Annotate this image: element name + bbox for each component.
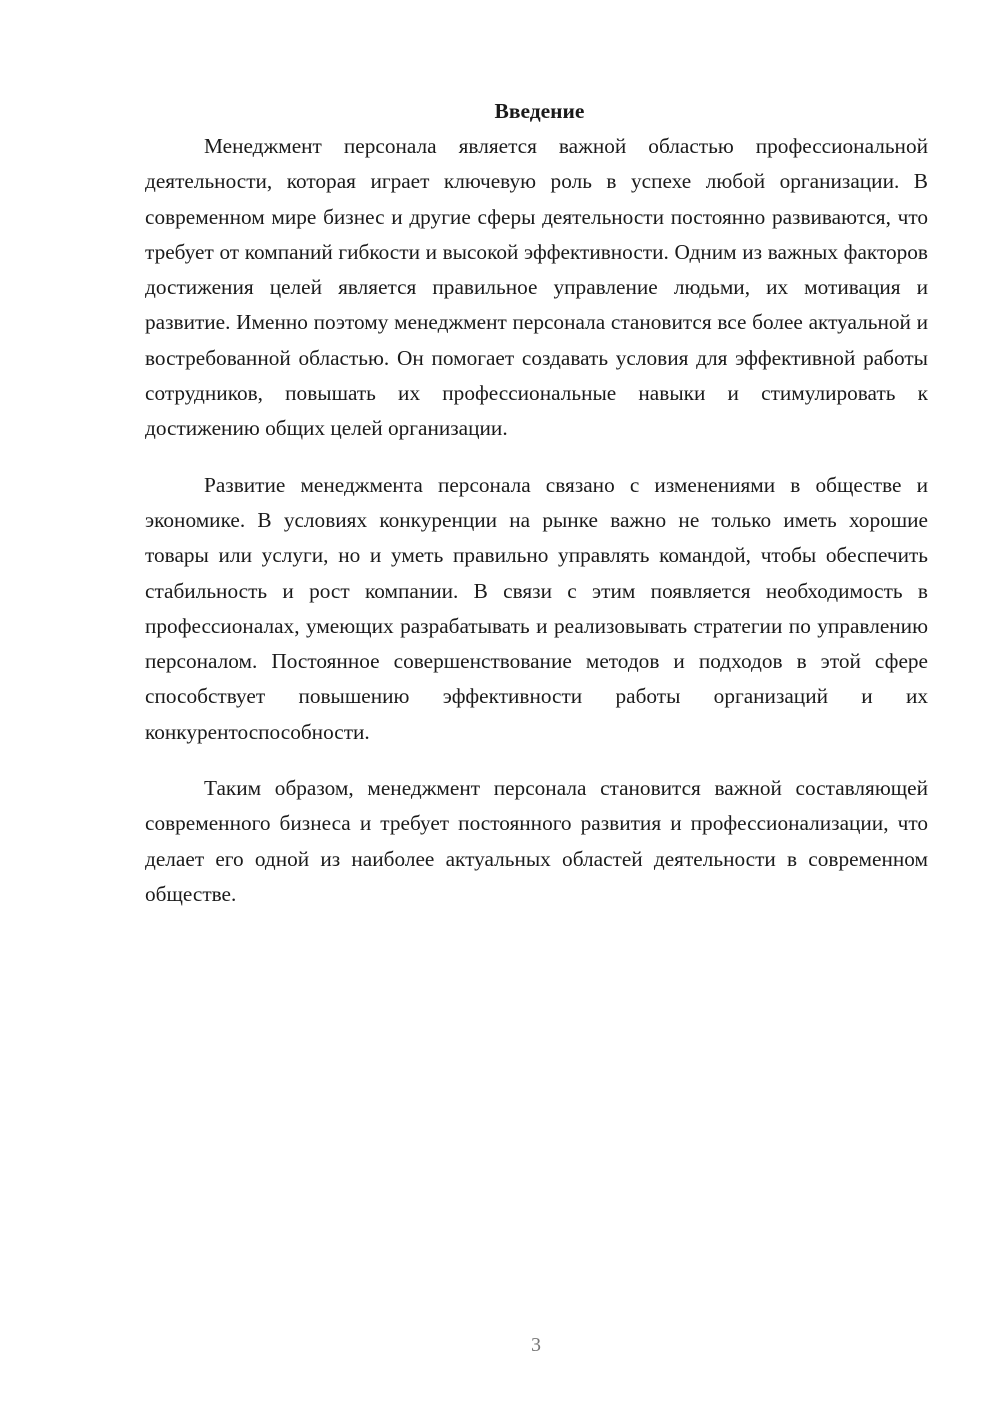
paragraph-1: Менеджмент персонала является важной областью профессиональной деятельности, которая играет ключевую роль в успехе любой организации. В современном мире бизнес и другие сферы деятельности постоянно развиваются, что требует от компаний гибкости и высокой эффективности. Одним из важных факторов достижения целей является правильное управление людьми, их мотивация и развитие. Именно поэтому менеджмент персонала становится все более актуальной и востребованной областью. Он помогает создавать условия для эффективной работы сотрудников, повышать их профессиональные навыки и стимулировать к достижению общих целей организации.	[145, 134, 928, 441]
page-content	[145, 94, 928, 912]
paragraph-3: Таким образом, менеджмент персонала становится важной составляющей современного бизнеса и требует постоянного развития и профессионализации, что делает его одной из наиболее актуальных областей деятельности в современном обществе.	[145, 776, 928, 906]
page-number: 3	[531, 1334, 541, 1356]
section-title: Введение	[494, 99, 585, 123]
paragraph-2: Развитие менеджмента персонала связано с изменениями в обществе и экономике. В условиях конкуренции на рынке важно не только иметь хорошие товары или услуги, но и уметь правильно управлять командой, чтобы обеспечить стабильность и рост компании. В связи с этим появляется необходимость в профессионалах, умеющих разрабатывать и реализовывать стратегии по управлению персоналом. Постоянное совершенствование методов и подходов в этой сфере способствует повышению эффективности работы организаций и их конкурентоспособности.	[145, 472, 928, 744]
